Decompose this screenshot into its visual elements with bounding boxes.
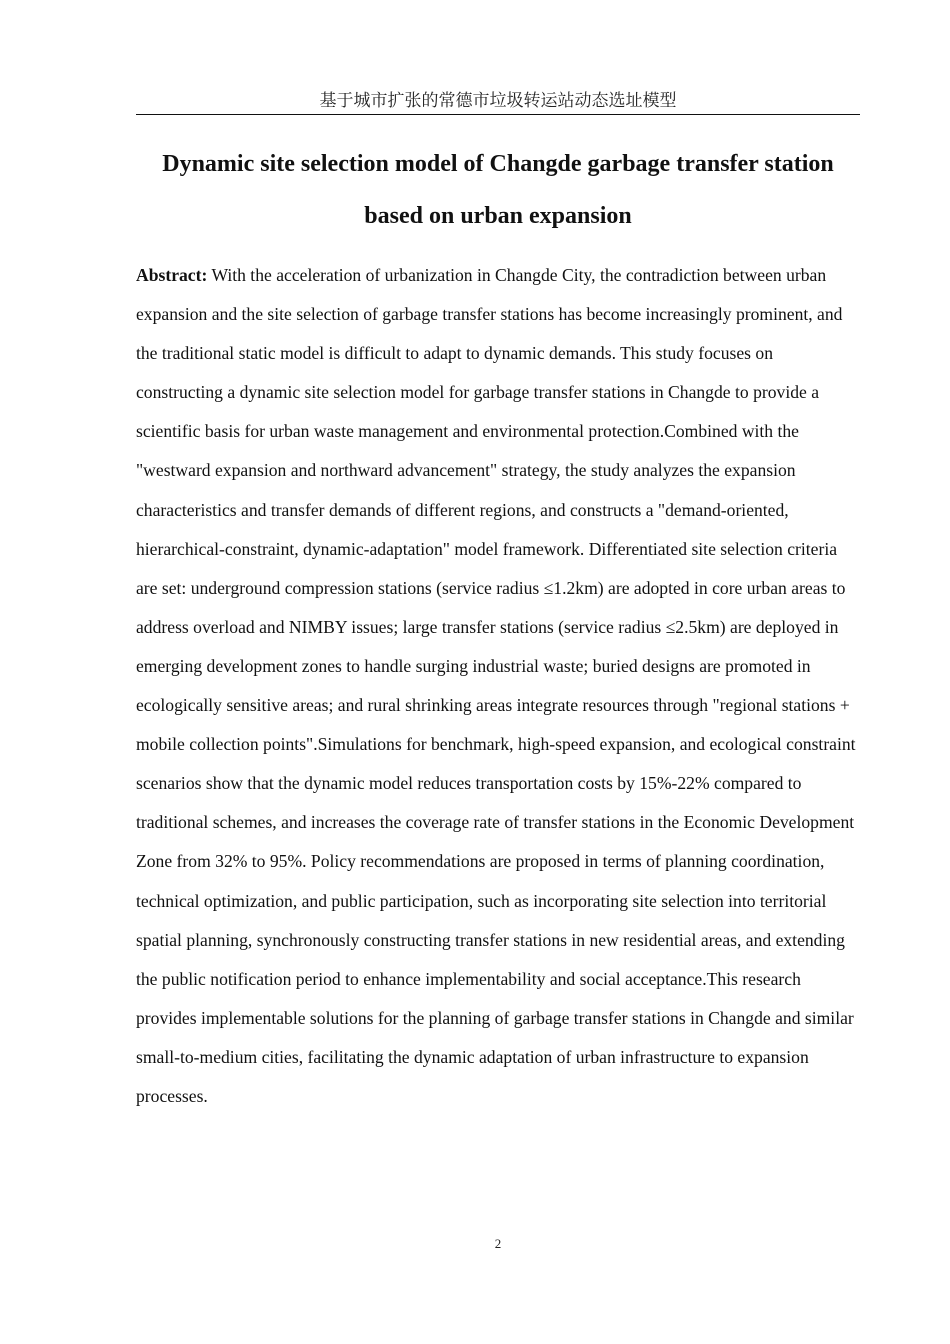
- running-header: [136, 88, 860, 115]
- paper-title-line-2: based on urban expansion: [364, 203, 632, 229]
- running-header-title: 基于城市扩张的常德市垃圾转运站动态选址模型: [319, 91, 677, 111]
- paper-title-line-1: Dynamic site selection model of Changde garbage transfer station: [162, 151, 834, 177]
- abstract-text: With the acceleration of urbanization in Changde City, the contradiction between urban expansion and the site selection of garbage transfer stations has become increasingly prominent, and the traditional static model is difficult to adapt to dynamic demands. This study focuses on constructing a dynamic site selection model for garbage transfer stations in Changde to provide a scientific basis for urban waste management and environmental protection.Combined with the "westward expansion and northward advancement" strategy, the study analyzes the expansion characteristics and transfer demands of different regions, and constructs a "demand-oriented, hierarchical-constraint, dynamic-adaptation" model framework. Differentiated site selection criteria are set: underground compression stations (service radius ≤1.2km) are adopted in core urban areas to address overload and NIMBY issues; large transfer stations (service radius ≤2.5km) are deployed in emerging development zones to handle surging industrial waste; buried designs are promoted in ecologically sensitive areas; and rural shrinking areas integrate resources through "regional stations + mobile collection points".Simulations for benchmark, high-speed expansion, and ecological constraint scenarios show that the dynamic model reduces transportation costs by 15%-22% compared to traditional schemes, and increases the coverage rate of transfer stations in the Economic Development Zone from 32% to 95%. Policy recommendations are proposed in terms of planning coordination, technical optimization, and public participation, such as incorporating site selection into territorial spatial planning, synchronously constructing transfer stations in new residential areas, and extending the public notification period to enhance implementability and social acceptance.This research provides implementable solutions for the planning of garbage transfer stations in Changde and similar small-to-medium cities, facilitating the dynamic adaptation of urban infrastructure to expansion processes.: [136, 265, 856, 1106]
- page-number: 2: [494, 1236, 502, 1251]
- abstract-paragraph: [136, 256, 862, 1116]
- abstract-label: Abstract:: [136, 265, 208, 285]
- paper-title: [120, 138, 876, 242]
